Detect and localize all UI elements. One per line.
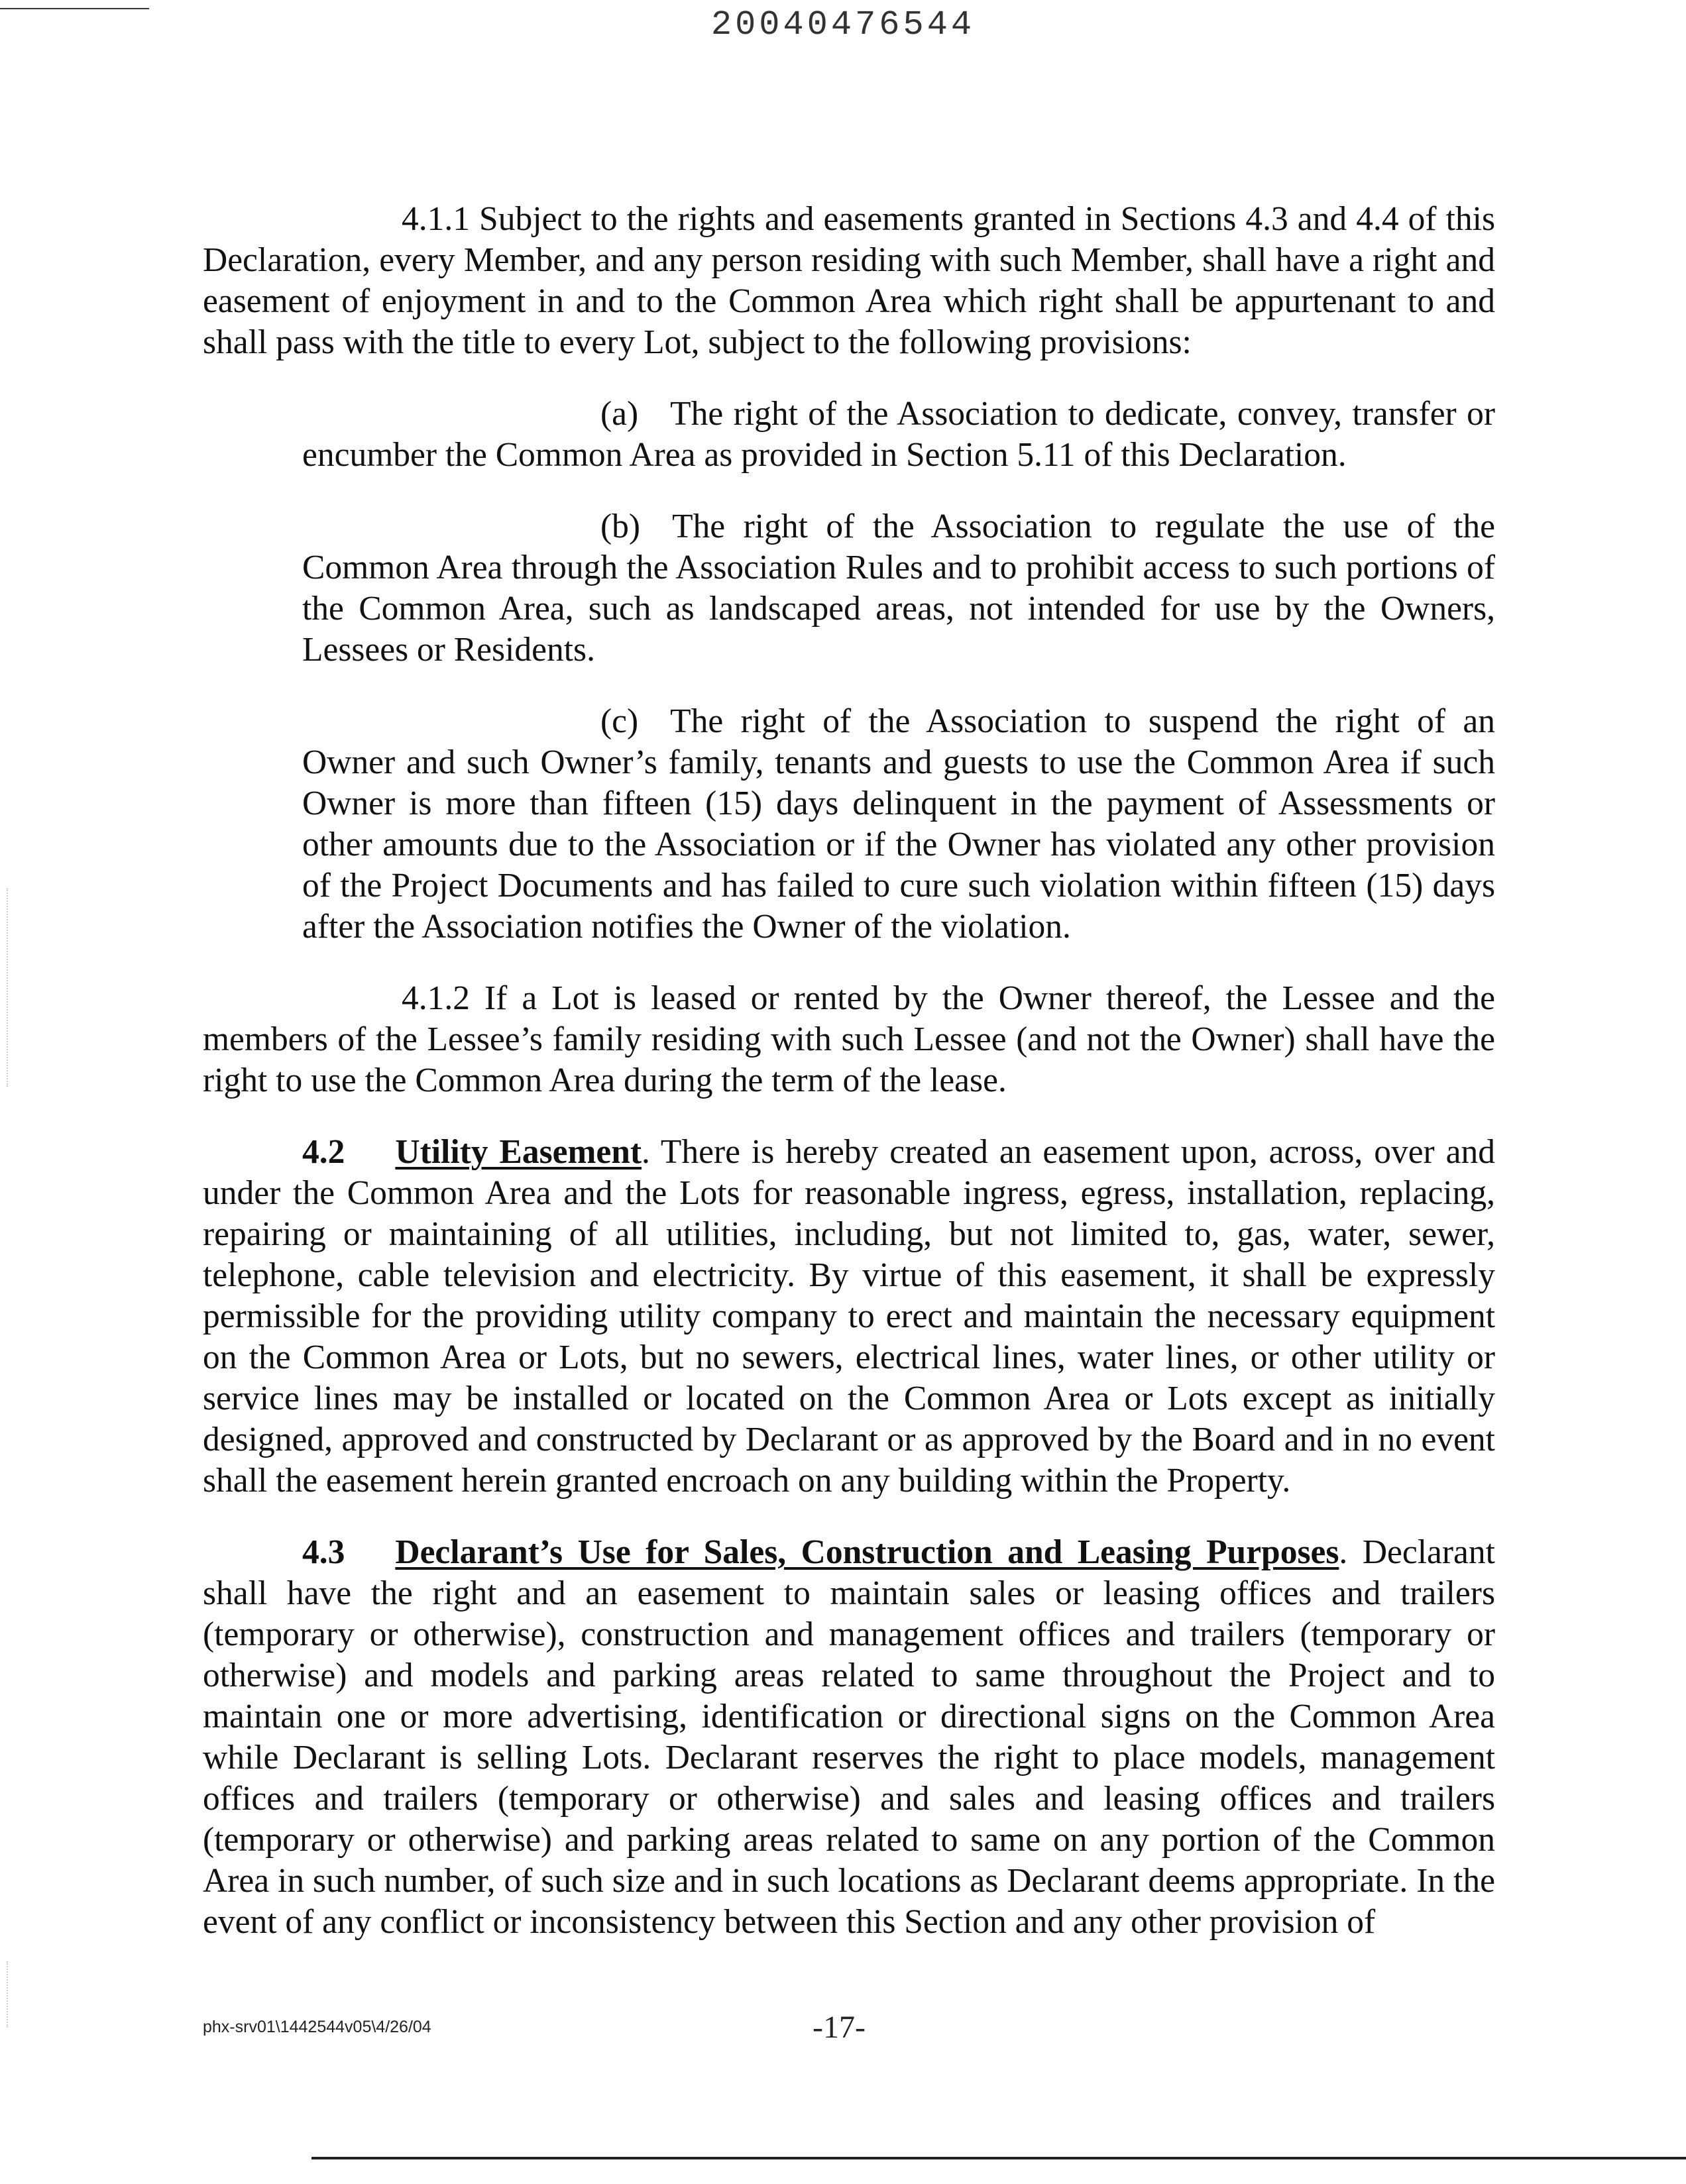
provision-b-text: The right of the Association to regulate the use of the Common Area through the Association Rules and to prohibit access to such portions of the Common Area, such as landscaped areas, not intended for use by the Owners, Lessees or Residents. xyxy=(302,508,1495,669)
provision-c-text: The right of the Association to suspend the right of an Owner and such Owner’s family, tenants and guests to use the Common Area if such Owner is more than fifteen (15) days delinquent in the payment of Assessments or other amounts due to the Association or if the Owner has violated any other provision of the Project Documents and has failed to cure such violation within fifteen (15) days after the Association notifies the Owner of the violation. xyxy=(302,702,1495,946)
section-4-3-title: Declarant’s Use for Sales, Construction and Leasing Purposes xyxy=(395,1533,1339,1571)
document-body xyxy=(203,199,1495,1943)
scan-margin-marks xyxy=(7,888,11,1087)
section-4-2-title: Utility Easement xyxy=(395,1133,642,1171)
section-4-3 xyxy=(203,1532,1495,1943)
paragraph-4-1-2: 4.1.2 If a Lot is leased or rented by the Owner thereof, the Lessee and the members of the Lessee’s family residing with such Lessee (and not the Owner) shall have the right to use the Common Area during the term of the lease. xyxy=(203,979,1495,1099)
provision-c-label: (c) xyxy=(600,702,639,740)
provision-a xyxy=(302,394,1495,476)
provision-b-label: (b) xyxy=(600,508,641,545)
section-4-2-text: . There is hereby created an easement upon, across, over and under the Common Area and the Lots for reasonable ingress, egress, installation, replacing, repairing or maintaining of all utilities, including, but not limited to, gas, water, sewer, telephone, cable television and electricity. By virtue of this easement, it shall be expressly permissible for the providing utility company to erect and maintain the necessary equipment on the Common Area or Lots, but no sewers, electrical lines, water lines, or other utility or service lines may be installed or located on the Common Area or Lots except as initially designed, approved and constructed by Declarant or as approved by the Board and in no event shall the easement herein granted encroach on any building within the Property. xyxy=(203,1133,1495,1500)
page-number: -17- xyxy=(813,2010,866,2045)
provision-b xyxy=(302,506,1495,671)
provision-a-text: The right of the Association to dedicate, convey, transfer or encumber the Common Area as provided in Section 5.11 of this Declaration. xyxy=(302,395,1495,474)
section-4-2 xyxy=(203,1132,1495,1502)
document-file-id: phx-srv01\1442544v05\4/26/04 xyxy=(203,2018,431,2036)
bottom-scan-rule xyxy=(311,2157,1686,2159)
recording-number: 20040476544 xyxy=(710,5,976,44)
section-4-3-text: . Declarant shall have the right and an easement to maintain sales or leasing offices and trailers (temporary or otherwise), construction and management offices and trailers (temporary or otherwise) and models and parking areas related to same throughout the Project and to maintain one or more advertising, identification or directional signs on the Common Area while Declarant is selling Lots. Declarant reserves the right to place models, management offices and trailers (temporary or otherwise) and sales and leasing offices and trailers (temporary or otherwise) and parking areas related to same on any portion of the Common Area in such number, of such size and in such locations as Declarant deems appropriate. In the event of any conflict or inconsistency between this Section and any other provision of xyxy=(203,1533,1495,1941)
section-4-2-number: 4.2 xyxy=(302,1133,345,1171)
scan-margin-marks-lower xyxy=(7,1961,11,2028)
paragraph-4-1-1: 4.1.1 Subject to the rights and easements granted in Sections 4.3 and 4.4 of this Declaration, every Member, and any person residing with such Member, shall have a right and easement of enjoyment in and to the Common Area which right shall be appurtenant to and shall pass with the title to every Lot, subject to the following provisions: xyxy=(203,200,1495,361)
section-4-3-number: 4.3 xyxy=(302,1533,345,1571)
provision-a-label: (a) xyxy=(600,395,639,433)
provision-c xyxy=(302,701,1495,948)
